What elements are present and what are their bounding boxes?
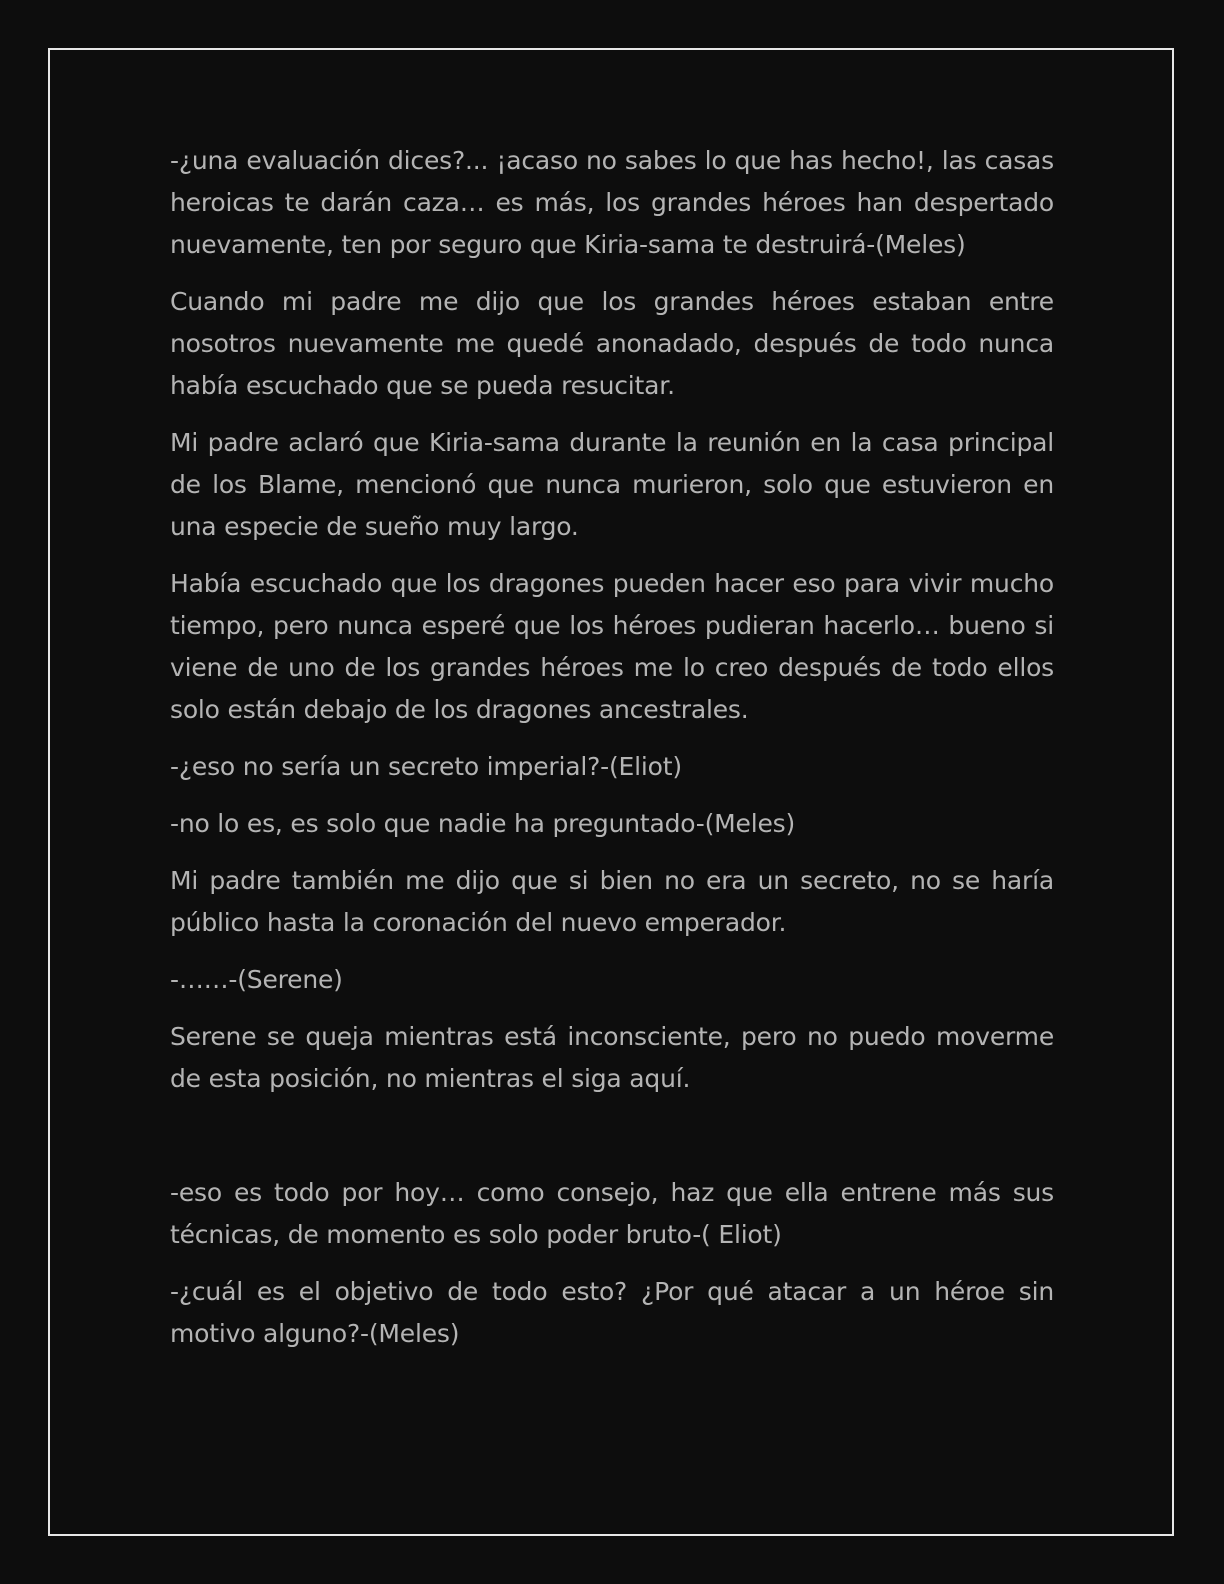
paragraph-eliot-advice: -eso es todo por hoy… como consejo, haz que ella entrene más sus técnicas, de momento es solo poder bruto-( Eliot) [170, 1178, 1054, 1249]
paragraph-eliot-question: -¿eso no sería un secreto imperial?-(Eliot) [170, 752, 682, 781]
paragraph-not-secret: Mi padre también me dijo que si bien no era un secreto, no se haría público hasta la coronación del nuevo emperador. [170, 866, 1054, 937]
paragraph-serene-unconscious: Serene se queja mientras está inconsciente, pero no puedo moverme de esta posición, no mientras el siga aquí. [170, 1022, 1054, 1093]
paragraph-meles-threat: -¿una evaluación dices?... ¡acaso no sabes lo que has hecho!, las casas heroicas te darán caza… es más, los grandes héroes han despertado nuevamente, ten por seguro que Kiria-sama te destruirá-(Meles) [170, 146, 1054, 259]
paragraph-heroes-awake: Cuando mi padre me dijo que los grandes héroes estaban entre nosotros nuevamente me quedé anonadado, después de todo nunca había escuchado que se pueda resucitar. [170, 287, 1054, 400]
paragraph-meles-answer: -no lo es, es solo que nadie ha preguntado-(Meles) [170, 809, 796, 838]
paragraph-kiria-explanation: Mi padre aclaró que Kiria-sama durante la reunión en la casa principal de los Blame, mencionó que nunca murieron, solo que estuvieron en una especie de sueño muy largo. [170, 428, 1054, 541]
paragraph-dragons-sleep: Había escuchado que los dragones pueden hacer eso para vivir mucho tiempo, pero nunca esperé que los héroes pudieran hacerlo… bueno si viene de uno de los grandes héroes me lo creo después de todo ellos solo están debajo de los dragones ancestrales. [170, 569, 1054, 724]
document-body [170, 140, 1054, 1370]
paragraph-serene: -……-(Serene) [170, 965, 343, 994]
paragraph-meles-objective: -¿cuál es el objetivo de todo esto? ¿Por qué atacar a un héroe sin motivo alguno?-(Meles) [170, 1277, 1054, 1348]
section-break [170, 1115, 1054, 1172]
